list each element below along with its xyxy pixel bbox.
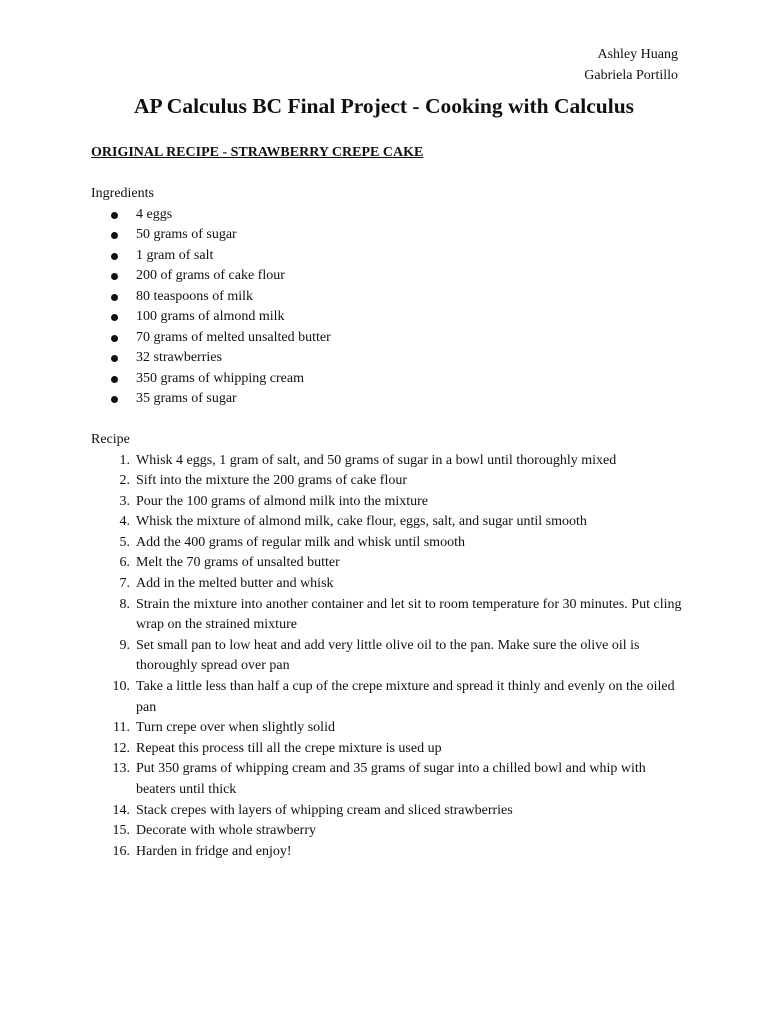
step-text: Strain the mixture into another container and let sit to room temperature for 30 minutes. Put cling wrap on the strained mixture [136,596,682,633]
step-text: Add the 400 grams of regular milk and whisk until smooth [136,534,465,550]
ingredient-item [0,205,768,226]
step-text: Set small pan to low heat and add very little olive oil to the pan. Make sure the olive oil is thoroughly spread over pan [136,637,640,674]
recipe-step [0,595,768,636]
ingredient-item [0,307,768,328]
step-number: 16. [112,843,130,859]
ingredient-text: 4 eggs [136,206,173,222]
step-number: 6. [119,555,130,571]
step-text: Harden in fridge and enjoy! [136,843,292,859]
ingredient-text: 200 of grams of cake flour [136,268,285,283]
ingredient-item [0,246,768,267]
ingredients-label: Ingredients [91,186,154,201]
recipe-step [0,451,768,472]
step-number: 10. [112,679,130,695]
step-number: 2. [119,473,130,489]
ingredients-list [0,205,768,410]
step-text: Pour the 100 grams of almond milk into the mixture [136,493,429,509]
bullet-icon [111,294,118,301]
section-heading: ORIGINAL RECIPE - STRAWBERRY CREPE CAKE [91,145,424,160]
step-text: Melt the 70 grams of unsalted butter [136,555,340,571]
bullet-icon [111,253,118,260]
step-number: 8. [119,596,130,612]
recipe-step [0,739,768,760]
ingredient-text: 1 gram of salt [136,247,214,263]
recipe-steps-list [0,451,768,863]
recipe-label: Recipe [91,432,130,447]
step-text: Put 350 grams of whipping cream and 35 grams of sugar into a chilled bowl and whip with beaters until thick [136,761,646,797]
ingredient-text: 350 grams of whipping cream [136,370,304,386]
recipe-step [0,677,768,718]
bullet-icon [111,232,118,239]
step-text: Whisk 4 eggs, 1 gram of salt, and 50 grams of sugar in a bowl until thoroughly mixed [136,452,617,468]
recipe-step [0,801,768,822]
recipe-step [0,574,768,595]
step-text: Take a little less than half a cup of the crepe mixture and spread it thinly and evenly on the oiled pan [136,679,675,715]
step-number: 12. [112,740,130,756]
step-number: 9. [119,637,130,653]
bullet-icon [111,355,118,362]
step-text: Whisk the mixture of almond milk, cake flour, eggs, salt, and sugar until smooth [136,514,587,530]
recipe-step [0,821,768,842]
ingredient-item [0,328,768,349]
step-text: Sift into the mixture the 200 grams of cake flour [136,473,407,489]
ingredient-text: 80 teaspoons of milk [136,288,254,304]
step-number: 1. [119,452,130,468]
bullet-icon [111,396,118,403]
step-text: Add in the melted butter and whisk [136,576,334,592]
document-title: AP Calculus BC Final Project - Cooking with Calculus [133,94,635,118]
step-number: 3. [119,493,130,509]
step-number: 11. [113,720,130,736]
step-number: 15. [112,823,130,839]
recipe-step [0,636,768,677]
step-number: 4. [119,514,130,530]
recipe-step [0,492,768,513]
ingredient-text: 70 grams of melted unsalted butter [136,329,331,345]
ingredient-text: 35 grams of sugar [136,391,237,406]
bullet-icon [111,335,118,342]
recipe-step [0,553,768,574]
recipe-step [0,842,768,863]
ingredient-item [0,287,768,308]
recipe-step [0,533,768,554]
step-number: 7. [119,576,130,592]
ingredient-item [0,348,768,369]
bullet-icon [111,212,118,219]
ingredient-text: 32 strawberries [136,350,222,365]
step-text: Decorate with whole strawberry [136,823,316,839]
bullet-icon [111,273,118,280]
ingredient-item [0,225,768,246]
ingredient-text: 50 grams of sugar [136,227,237,242]
author-name: Ashley Huang [597,47,678,62]
step-text: Repeat this process till all the crepe mixture is used up [136,740,442,756]
bullet-icon [111,376,118,383]
recipe-step [0,718,768,739]
author-block [584,45,678,86]
bullet-icon [111,314,118,321]
step-number: 14. [112,802,130,818]
step-number: 13. [112,761,130,777]
ingredient-item [0,369,768,390]
ingredient-item [0,389,768,410]
author-name: Gabriela Portillo [584,67,678,83]
recipe-step [0,512,768,533]
recipe-step [0,759,768,800]
step-number: 5. [119,534,130,550]
recipe-step [0,471,768,492]
step-text: Turn crepe over when slightly solid [136,720,335,736]
ingredient-text: 100 grams of almond milk [136,309,285,324]
ingredient-item [0,266,768,287]
step-text: Stack crepes with layers of whipping cream and sliced strawberries [136,802,513,818]
